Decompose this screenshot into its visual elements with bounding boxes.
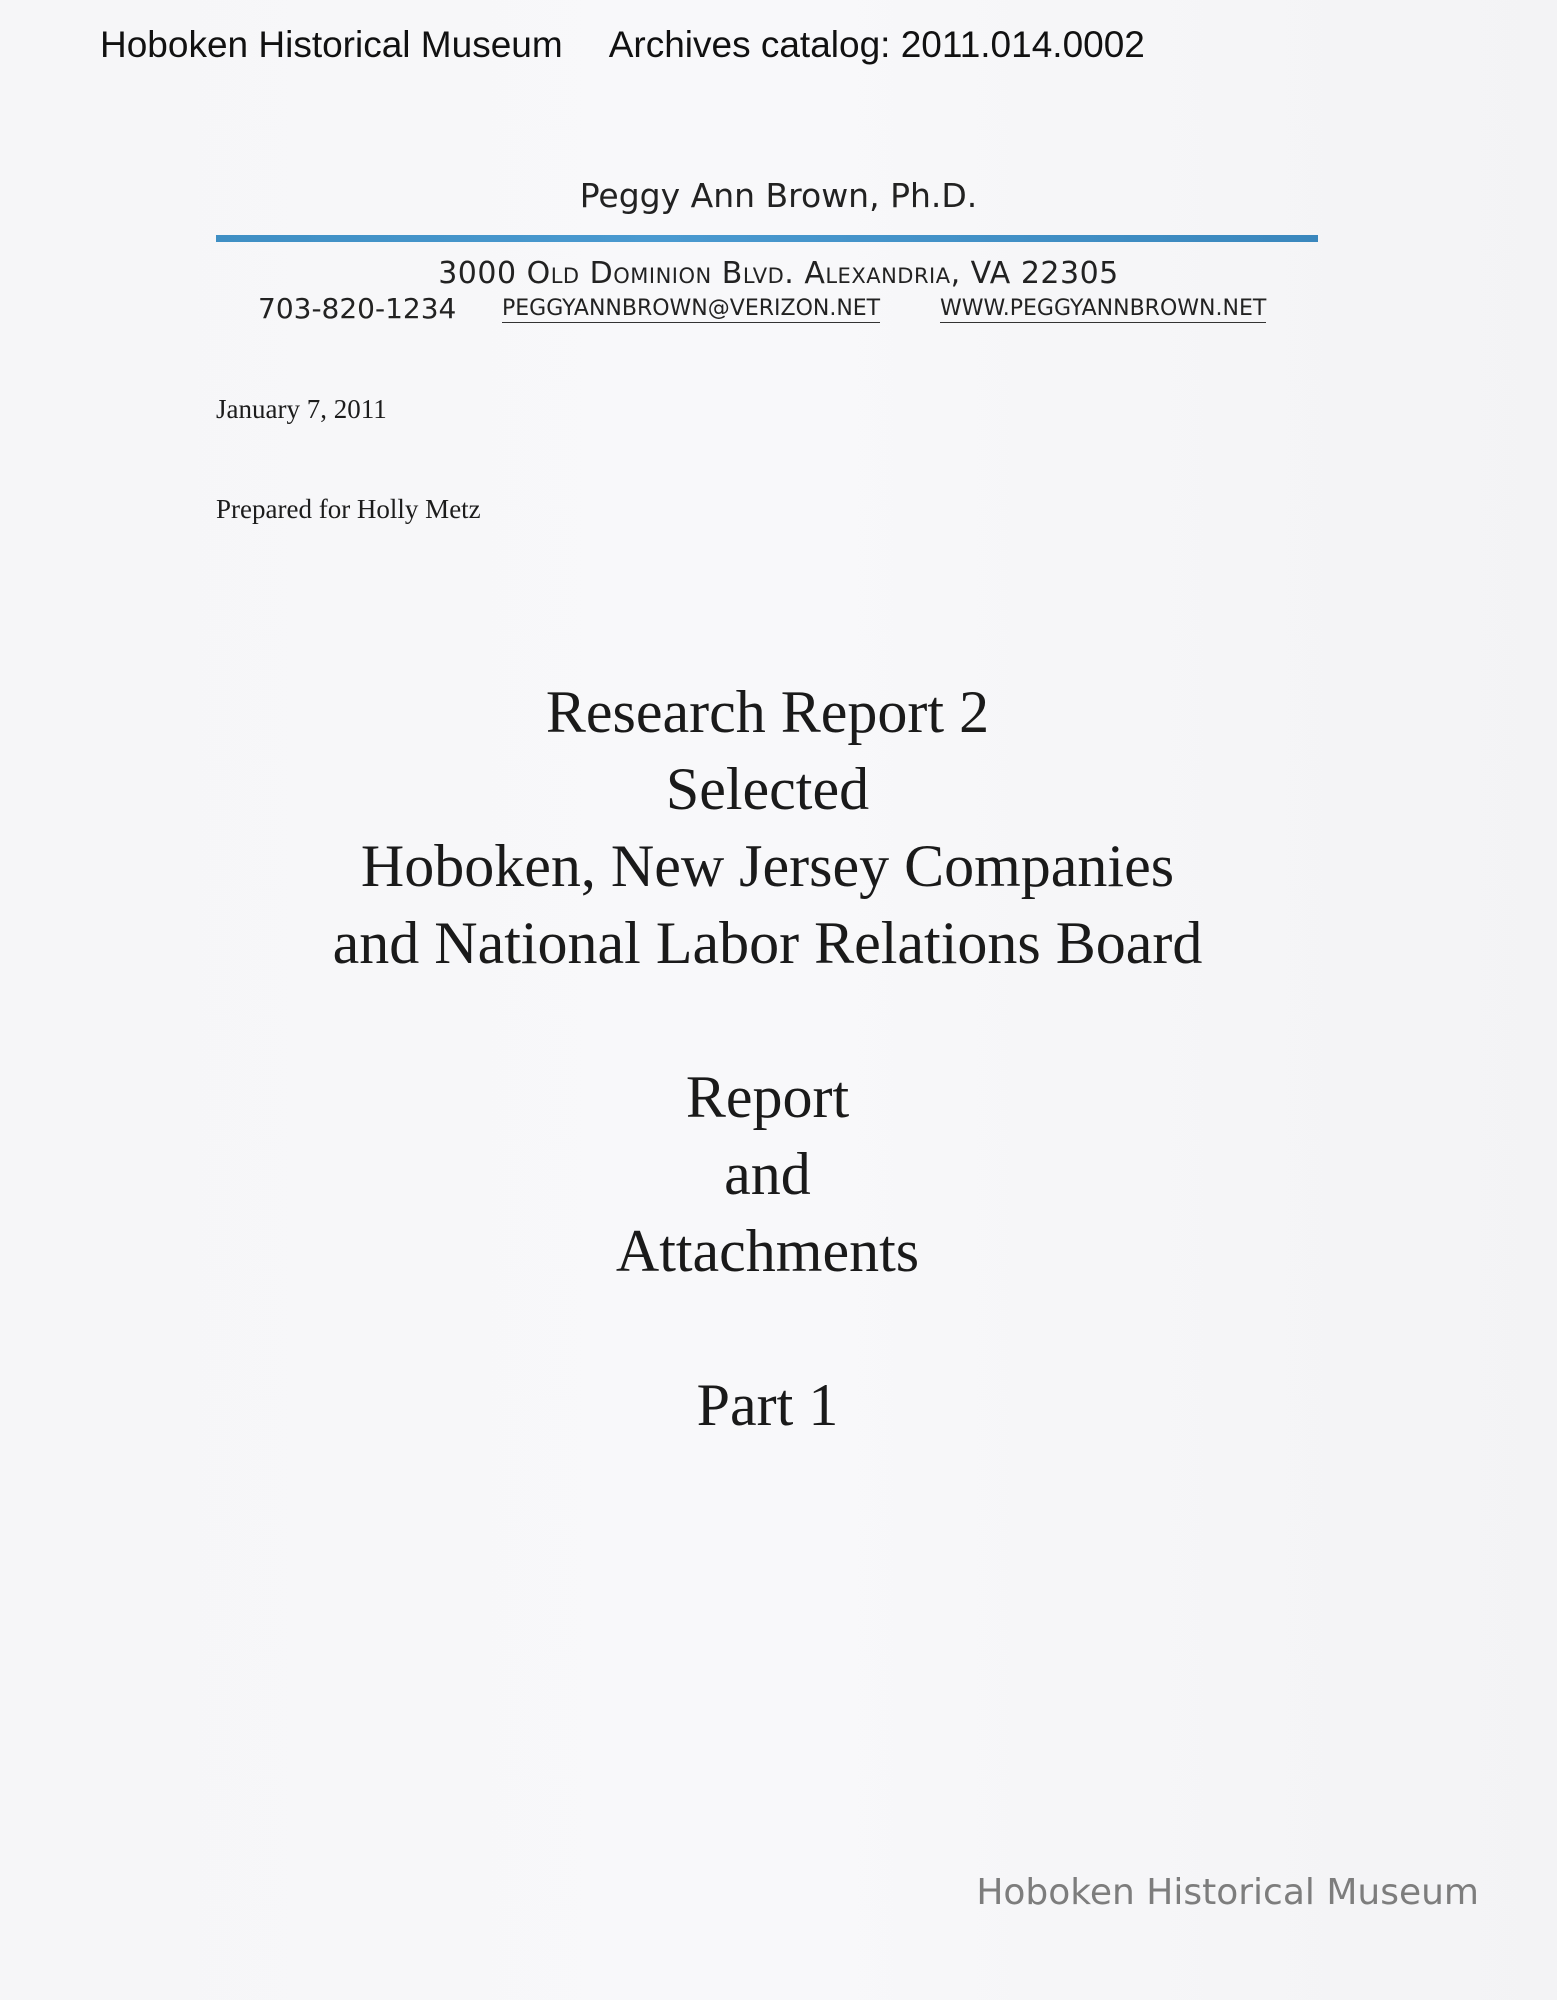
- title-spacer: [0, 982, 1535, 1059]
- letterhead-phone: 703-820-1234: [258, 292, 457, 325]
- prepared-for: Prepared for Holly Metz: [216, 494, 481, 524]
- report-part: Part 1: [696, 1372, 839, 1438]
- report-title-line: and National Labor Relations Board: [332, 910, 1203, 976]
- letterhead-email-link[interactable]: PEGGYANNBROWN@VERIZON.NET: [502, 296, 881, 321]
- report-subtitle-line: and: [724, 1141, 811, 1207]
- letterhead-name: Peggy Ann Brown, Ph.D.: [579, 176, 978, 215]
- museum-watermark: Hoboken Historical Museum: [976, 1872, 1479, 1913]
- title-spacer: [0, 1290, 1535, 1367]
- report-title-block: [0, 674, 1535, 1444]
- archive-header: [100, 24, 1145, 66]
- archive-catalog-number: Archives catalog: 2011.014.0002: [608, 24, 1145, 65]
- letterhead-address: 3000 Old Dominion Blvd. Alexandria, VA 22305: [438, 256, 1119, 291]
- report-subtitle-line: Report: [685, 1064, 850, 1130]
- report-title-line: Research Report 2: [545, 679, 990, 745]
- report-subtitle-line: Attachments: [615, 1218, 920, 1284]
- report-title-line: Selected: [665, 756, 870, 822]
- letterhead-website-link[interactable]: WWW.PEGGYANNBROWN.NET: [940, 296, 1267, 321]
- report-title-line: Hoboken, New Jersey Companies: [360, 833, 1175, 899]
- document-date: January 7, 2011: [216, 394, 387, 424]
- archive-museum-name: Hoboken Historical Museum: [100, 24, 563, 65]
- letterhead-rule: [216, 235, 1318, 242]
